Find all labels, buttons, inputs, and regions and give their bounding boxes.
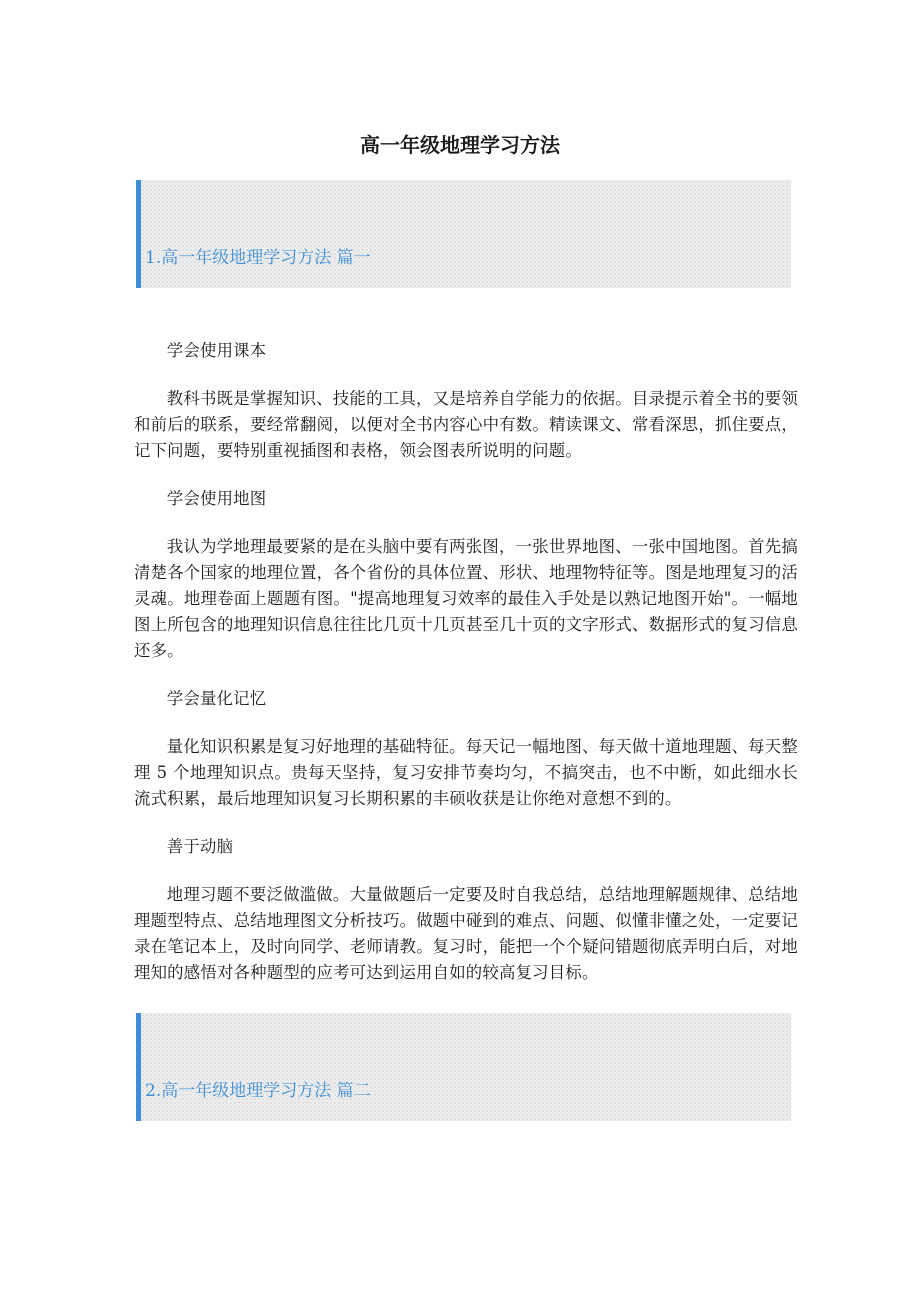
paragraph-maps: 我认为学地理最要紧的是在头脑中要有两张图，一张世界地图、一张中国地图。首先搞清楚各个国家的地理位置，各个省份的具体位置、形状、地理物特征等。图是地理复习的活灵魂。地理卷面上题题有图。"提高地理复习效率的最佳入手处是以熟记地图开始"。一幅地图上所包含的地理知识信息往往比几页十几页甚至几十页的文字形式、数据形式的复习信息还多。 (134, 537, 798, 660)
section-heading-1-text: 1.高一年级地理学习方法 篇一 (145, 248, 371, 268)
section-heading-2-text: 2.高一年级地理学习方法 篇二 (145, 1081, 371, 1101)
subheading-textbook: 学会使用课本 (166, 341, 267, 360)
paragraph-thinking: 地理习题不要泛做滥做。大量做题后一定要及时自我总结，总结地理解题规律、总结地理题型特点、总结地理图文分析技巧。做题中碰到的难点、问题、似懂非懂之处，一定要记录在笔记本上，及时向同学、老师请教。复习时，能把一个个疑问错题彻底弄明白后，对地理知的感悟对各种题型的应考可达到运用自如的较高复习目标。 (134, 885, 798, 982)
subheading-thinking: 善于动脑 (166, 837, 234, 856)
paragraph-quantified-memory: 量化知识积累是复习好地理的基础特征。每天记一幅地图、每天做十道地理题、每天整理 5 个地理知识点。贵每天坚持，复习安排节奏均匀，不搞突击，也不中断，如此细水长流式积累，最后地理知识复习长期积累的丰硕收获是让你绝对意想不到的。 (134, 737, 798, 808)
section-heading-2 (136, 1013, 791, 1121)
section-heading-1 (136, 180, 791, 288)
paragraph-textbook: 教科书既是掌握知识、技能的工具，又是培养自学能力的依据。目录提示着全书的要领和前后的联系，要经常翻阅，以便对全书内容心中有数。精读课文、常看深思，抓住要点，记下问题，要特别重视插图和表格，领会图表所说明的问题。 (134, 389, 798, 460)
subheading-maps: 学会使用地图 (166, 489, 267, 508)
page-title: 高一年级地理学习方法 (360, 133, 560, 157)
subheading-quantified-memory: 学会量化记忆 (166, 689, 267, 708)
section-1-body (134, 338, 798, 1008)
